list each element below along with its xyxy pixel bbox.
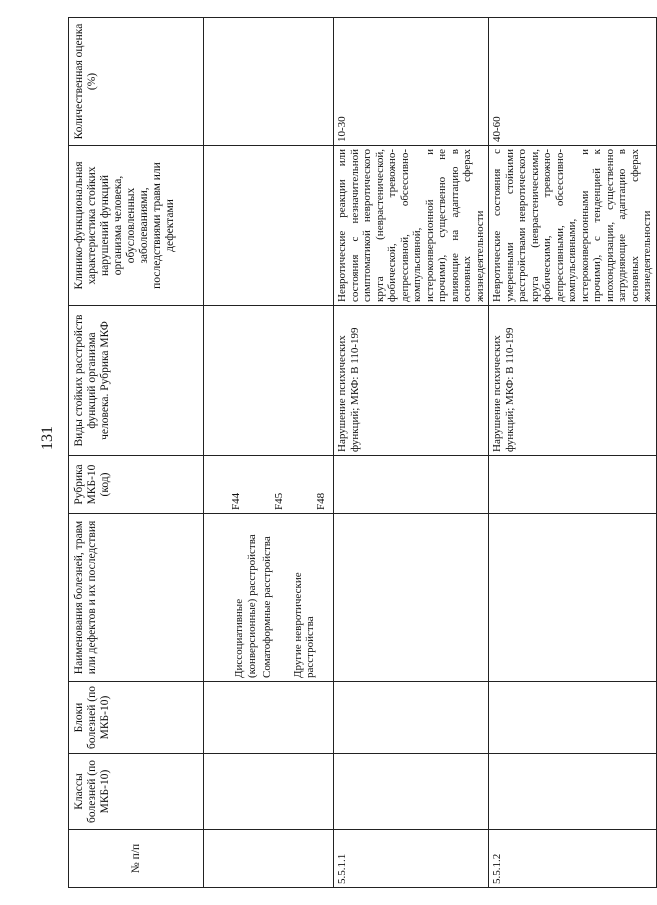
row-number: 5.5.1.1 [334, 830, 489, 888]
header-item-number: № п/п [69, 830, 204, 888]
cell-empty [204, 306, 334, 456]
cell-empty [334, 456, 489, 514]
cell-empty [204, 754, 334, 830]
row-clinical-characteristic: Невротические реакции или состояния с незначительной симптоматикой невротического круга (неврастенической, фобической, тревожно-депрессивной, обсессивно-компульсивной, истероконверсионной и прочими), существенно не влияющие на адаптацию в основных сферах жизнедеятельности [334, 146, 489, 306]
header-clinical-characteristic: Клинико-функциональная характеристика стойких нарушений функций организма человека, обусловленных заболеваниями, последствиями травм или дефектами [69, 146, 204, 306]
header-disease-name: Наименования болезней, травм или дефектов и их последствия [69, 514, 204, 682]
header-icd-code: Рубрика МКБ-10 (код) [69, 456, 204, 514]
row-quantitative-score: 10-30 [334, 18, 489, 146]
cell-empty [489, 754, 657, 830]
cell-empty [334, 514, 489, 682]
cell-empty [334, 682, 489, 754]
disease-name: Другие невротические расстройства [291, 572, 316, 678]
header-disorder-types: Виды стойких расстройств функций организма человека. Рубрика МКФ [69, 306, 204, 456]
cell-empty [489, 514, 657, 682]
cell-empty [204, 18, 334, 146]
cell-empty [204, 830, 334, 888]
table-row [489, 18, 657, 888]
icd-code: F48 [315, 492, 327, 510]
table-row-diseases [204, 18, 334, 888]
header-quantitative-score: Количественная оценка (%) [69, 18, 204, 146]
icd-code: F45 [272, 492, 285, 510]
table-row [334, 18, 489, 888]
disability-criteria-table [68, 17, 657, 888]
cell-empty [489, 682, 657, 754]
header-disease-block: Блоки болезней (по МКБ-10) [69, 682, 204, 754]
page-number: 131 [39, 426, 56, 450]
rotated-table-container [68, 18, 653, 888]
cell-empty [334, 754, 489, 830]
cell-empty [204, 682, 334, 754]
disease-name: Диссоциативные (конверсионные) расстройства [233, 534, 258, 678]
table-header-row [69, 18, 204, 888]
cell-empty [204, 146, 334, 306]
cell-disease-names [204, 514, 334, 682]
disease-name: Соматоформные расстройства [261, 536, 273, 678]
row-disorder-types: Нарушение психических функций; МКФ: В 110-199 [489, 306, 657, 456]
row-disorder-types: Нарушение психических функций; МКФ: В 110-199 [334, 306, 489, 456]
icd-code: F44 [230, 492, 242, 510]
cell-icd-codes [204, 456, 334, 514]
row-number: 5.5.1.2 [489, 830, 657, 888]
row-clinical-characteristic: Невротические состояния с умеренными стойкими расстройствами невротического круга (неврастеническими, фобическими, тревожно-депрессивными, обсессивно-компульсивными, истероконверсионными и прочими), с тенденцией к ипохондризации, существенно затрудняющие адаптацию в основных сферах жизнедеятельности [489, 146, 657, 306]
header-disease-class: Классы болезней (по МКБ-10) [69, 754, 204, 830]
cell-empty [489, 456, 657, 514]
row-quantitative-score: 40-60 [489, 18, 657, 146]
